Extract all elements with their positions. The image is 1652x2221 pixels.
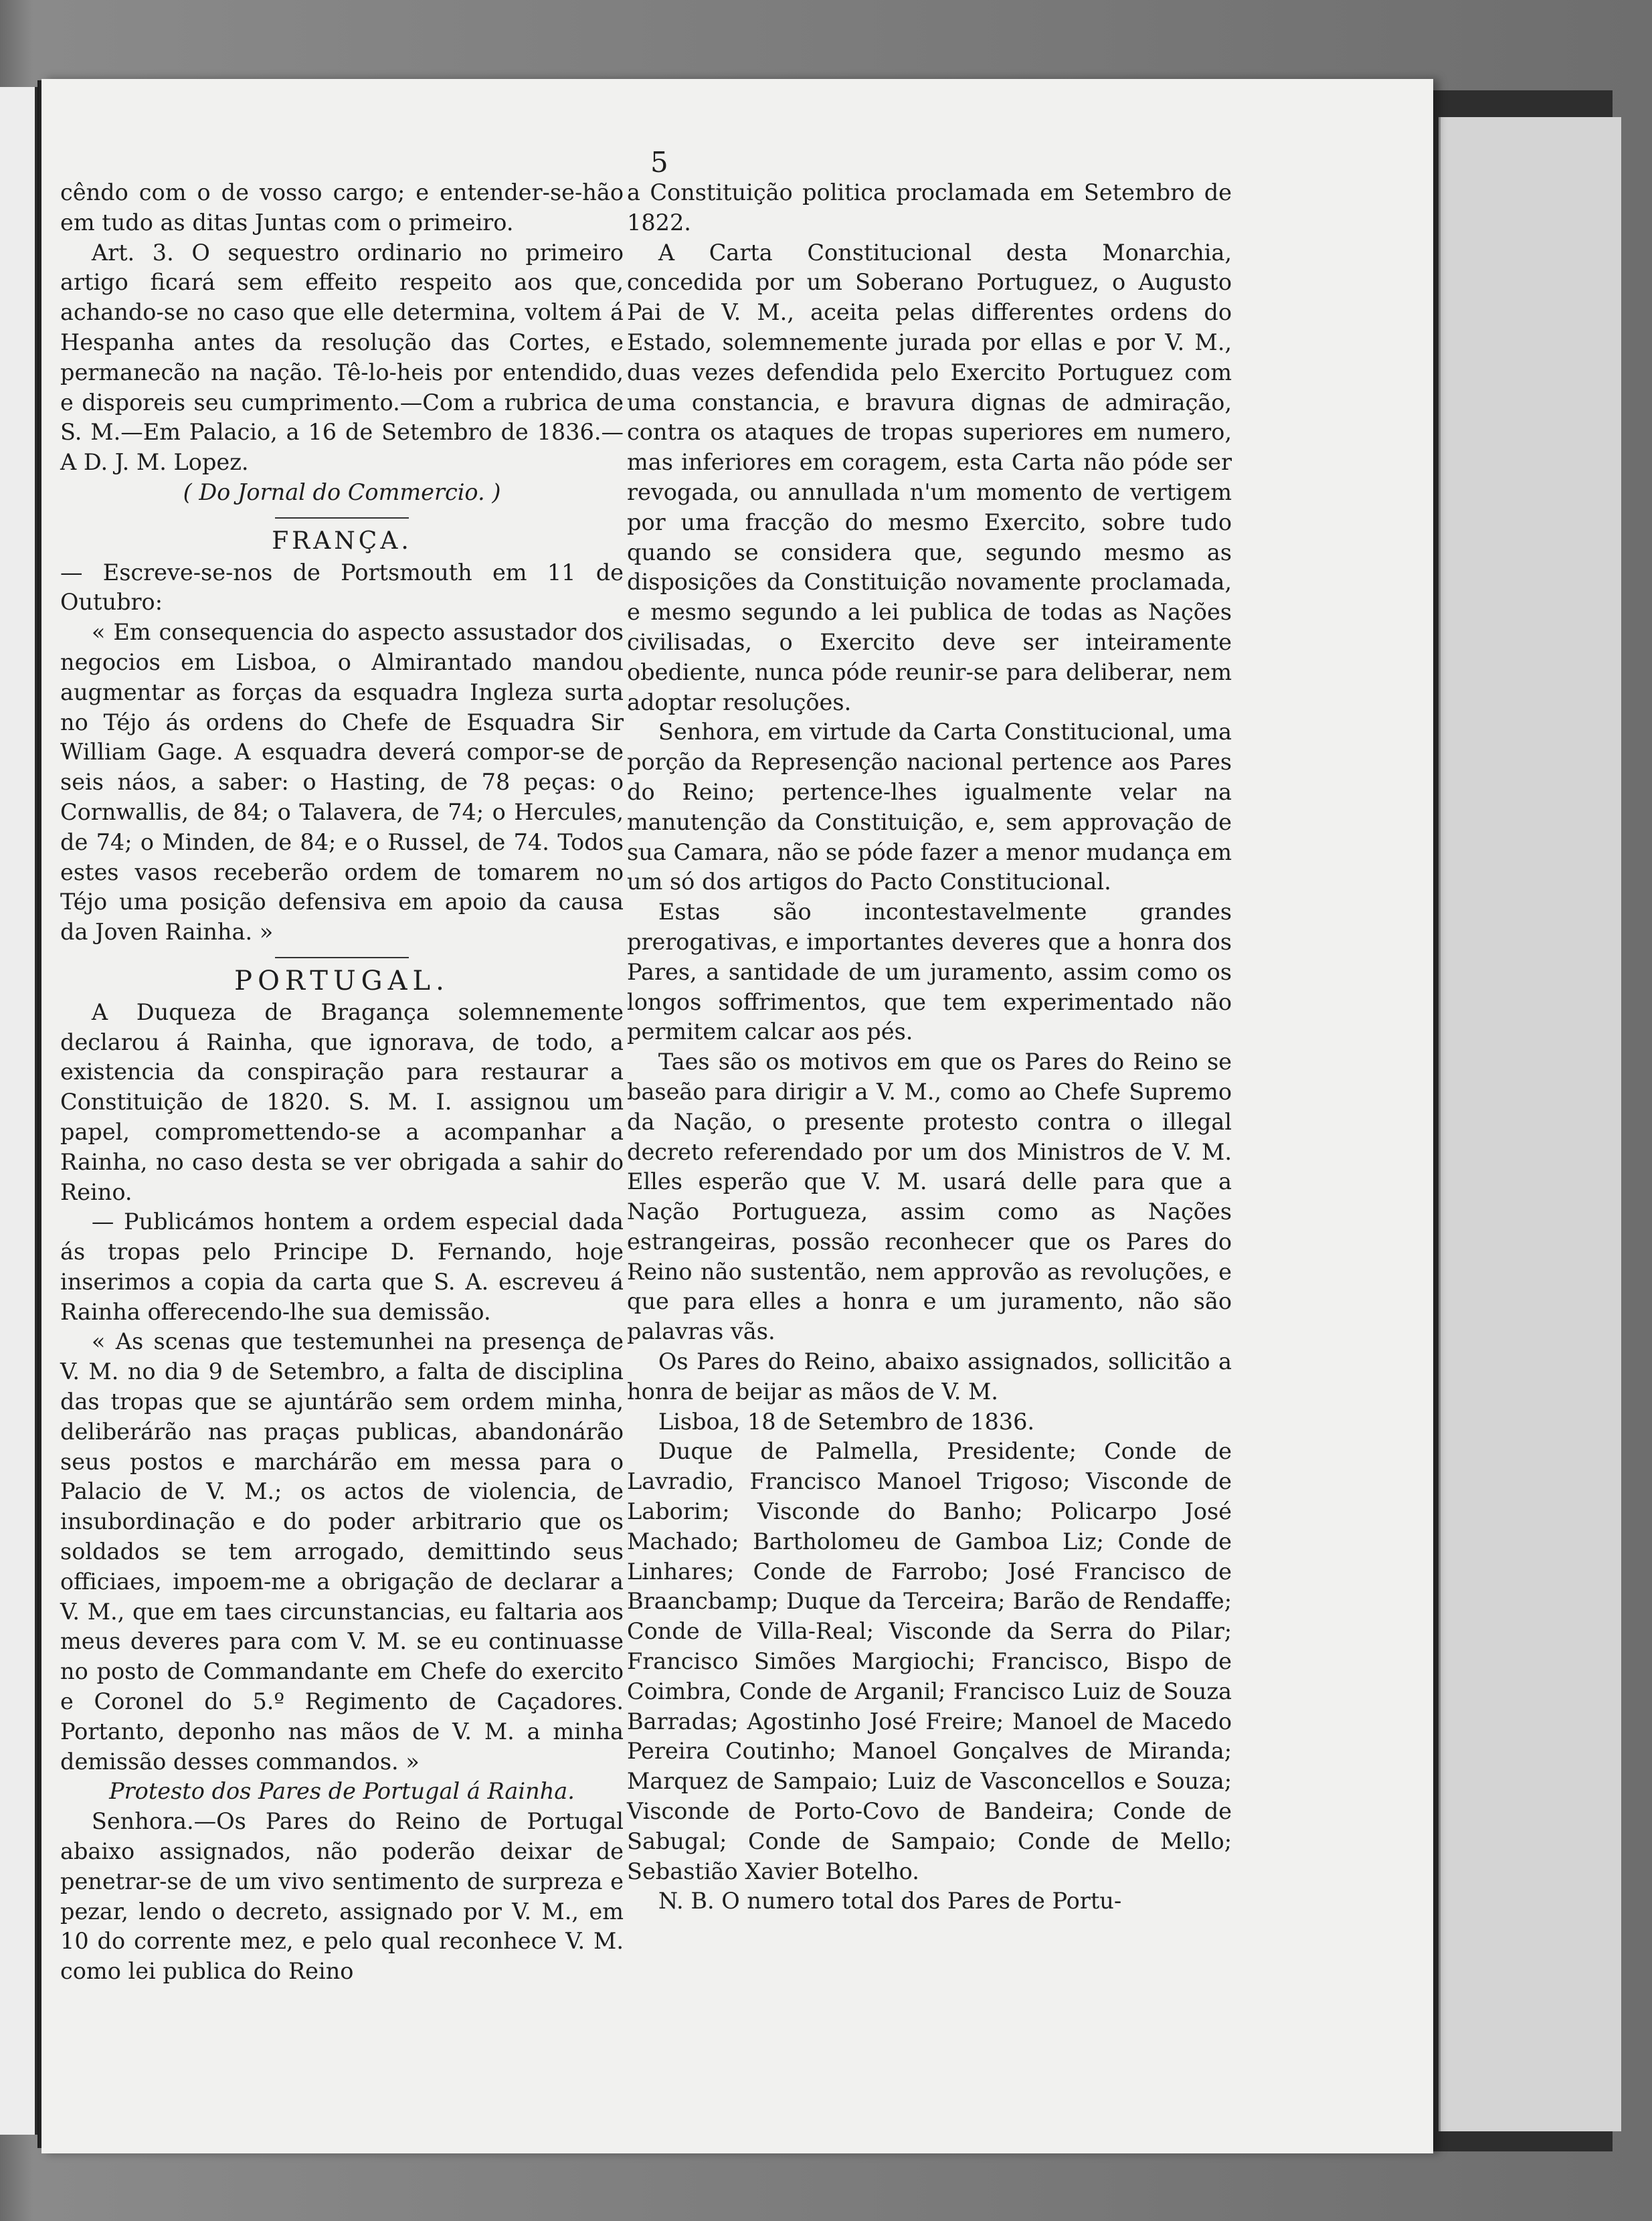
paragraph: Senhora, em virtude da Carta Constitucional, uma porção da Represenção nacional pertence aos Pares do Reino; pertence-lhes igualmente velar na manutenção da Constituição, e, sem approvação de sua Camara, não se póde fazer a menor mudança em um só dos artigos do Pacto Constitucional. [627,719,1232,895]
paragraph: N. B. O numero total dos Pares de Portu- [658,1888,1122,1915]
right-column [627,178,1232,1917]
newspaper-page [41,79,1433,2153]
paragraph: « As scenas que testemunhei na presença de V. M. no dia 9 de Setembro, a falta de disciplina das tropas que se ajuntárão sem ordem minha, deliberárão nas praças publicas, abandonárão seus postos e marchárão em messa para o Palacio de V. M.; os actos de violencia, de insubordinação e do poder arbitrario que os soldados se tem arrogado, demittindo seus officiaes, impoem-me a obrigação de declarar a V. M., que em taes circunstancias, eu faltaria aos meus deveres para com V. M. se eu continuasse no posto de Commandante em Chefe do exercito e Coronel do 5.º Regimento de Caçadores. Portanto, deponho nas mãos de V. M. a minha demissão desses commandos. » [60,1328,624,1775]
left-column [60,178,624,1987]
paragraph: A Carta Constitucional desta Monarchia, concedida por um Soberano Portuguez, o Augusto Pai de V. M., aceita pelas differentes ordens do Estado, solemnemente jurada por ellas e por V. M., duas vezes defendida pelo Exercito Portuguez com uma constancia, e bravura dignas de admiração, contra os ataques de tropas superiores em numero, mas inferiores em coragem, esta Carta não póde ser revogada, ou annullada n'um momento de vertigem por uma fracção do mesmo Exercito, sobre tudo quando se considera que, segundo mesmo as disposições da Constituição novamente proclamada, e mesmo segundo a lei publica de todas as Nações civilisadas, o Exercito deve ser inteiramente obediente, nunca póde reunir-se para deliberar, nem adoptar resoluções. [627,239,1232,715]
paragraph: « Em consequencia do aspecto assustador dos negocios em Lisboa, o Almirantado mandou augmentar as forças da esquadra Ingleza surta no Téjo ás ordens do Chefe de Esquadra Sir William Gage. A esquadra deverá compor-se de seis náos, a saber: o Hasting, de 78 peças: o Cornwallis, de 84; o Talavera, de 74; o Hercules, de 74; o Minden, de 84; e o Russel, de 74. Todos estes vasos receberão ordem de tomarem no Téjo uma posição defensiva em apoio da causa da Joven Rainha. » [60,619,624,946]
paragraph: cêndo com o de vosso cargo; e entender-se-hão em tudo as ditas Juntas com o primeiro. [60,179,624,236]
paragraph: Senhora.—Os Pares do Reino de Portugal abaixo assignados, não poderão deixar de penetrar-se de um vivo sentimento de surpreza e pezar, lendo o decreto, assignado por V. M., em 10 do corrente mez, e pelo qual reconhece V. M. como lei publica do Reino [60,1808,624,1985]
section-separator [60,509,624,525]
paragraph: Duque de Palmella, Presidente; Conde de Lavradio, Francisco Manoel Trigoso; Visconde de Laborim; Visconde do Banho; Policarpo José Machado; Bartholomeu de Gamboa Liz; Conde de Linhares; Conde de Farrobo; José Francisco de Braancbamp; Duque da Terceira; Barão de Rendaffe; Conde de Villa-Real; Visconde da Serra do Pilar; Francisco Simões Margiochi; Francisco, Bispo de Coimbra, Conde de Arganil; Francisco Luiz de Souza Barradas; Agostinho José Freire; Manoel de Macedo Pereira Coutinho; Manoel Gonçalves de Miranda; Marquez de Sampaio; Luiz de Vasconcellos e Souza; Visconde de Porto-Covo de Bandeira; Conde de Sabugal; Conde de Sampaio; Conde de Mello; Sebastião Xavier Botelho. [627,1438,1232,1884]
section-heading: FRANÇA. [272,527,412,555]
paragraph: — Publicámos hontem a ordem especial dada ás tropas pelo Principe D. Fernando, hoje inserimos a copia da carta que S. A. escreveu á Rainha offerecendo-lhe sua demissão. [60,1209,624,1325]
paragraph: Taes são os motivos em que os Pares do Reino se baseão para dirigir a V. M., como ao Chefe Supremo da Nação, o presente protesto contra o illegal decreto referendado por um dos Ministros de V. M. Elles esperão que V. M. usará delle para que a Nação Portugueza, assim como as Nações estrangeiras, possão reconhecer que os Pares do Reino não sustentão, nem approvão as revoluções, e que para elles a honra e um juramento, não são palavras vãs. [627,1049,1232,1345]
paragraph: a Constituição politica proclamada em Setembro de 1822. [627,179,1232,236]
paragraph: A Duqueza de Bragança solemnemente declarou á Rainha, que ignorava, de todo, a existencia da conspiração para restaurar a Constituição de 1820. S. M. I. assignou um papel, compromettendo-se a acompanhar a Rainha, no caso desta se ver obrigada a sahir do Reino. [60,998,624,1205]
paragraph: — Escreve-se-nos de Portsmouth em 11 de Outubro: [60,559,624,616]
paragraph: Art. 3. O sequestro ordinario no primeiro artigo ficará sem effeito respeito aos que, achando-se no caso que elle determina, voltem á Hespanha antes da resolução das Cortes, e permanecão na nação. Tê-lo-heis por entendido, e disporeis seu cumprimento.—Com a rubrica de S. M.—Em Palacio, a 16 de Setembro de 1836.—A D. J. M. Lopez. [60,239,624,476]
paragraph: Os Pares do Reino, abaixo assignados, sollicitão a honra de beijar as mãos de V. M. [627,1348,1232,1405]
section-separator [60,949,624,965]
paragraph: Lisboa, 18 de Setembro de 1836. [658,1408,1035,1435]
italic-caption: ( Do Jornal do Commercio. ) [183,478,501,505]
facing-page-edge [0,87,37,2135]
page-number: 5 [650,146,668,179]
paragraph: Estas são incontestavelmente grandes prerogativas, e importantes deveres que a honra dos Pares, a santidade de um juramento, assim como os longos soffrimentos, que tem experimentado não permitem calcar aos pés. [627,899,1232,1045]
italic-caption: Protesto dos Pares de Portugal á Rainha. [109,1778,575,1805]
underlying-sheet [1439,117,1621,2131]
section-heading: PORTUGAL. [234,965,450,996]
